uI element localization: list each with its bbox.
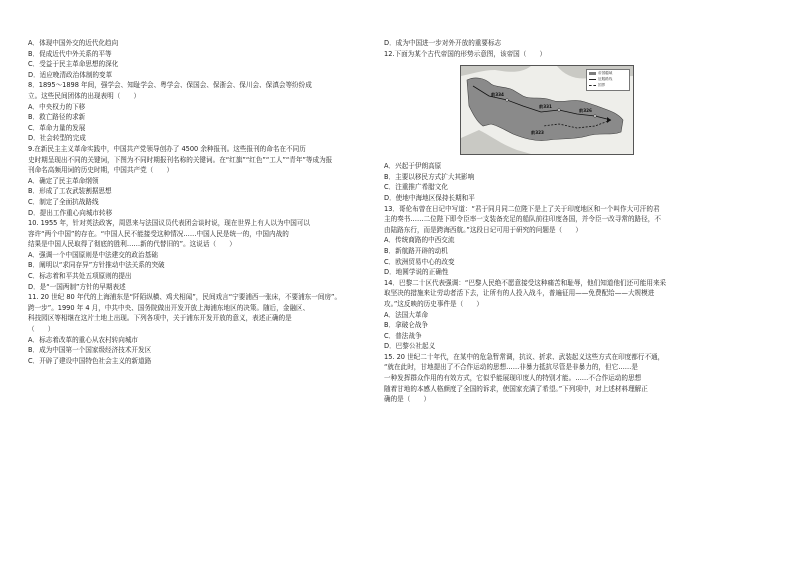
option-c: C．标志着和平共处五项原则的提出 <box>28 272 132 281</box>
question-10-stem: 容许“两个中国”的存在。“中国人民不能接受这种情况……中国人民是统一的，中国内战的 <box>28 229 289 238</box>
option-c: C．注重推广希腊文化 <box>384 183 448 192</box>
question-11-stem: 科技园区等相继在这片土地上出现。下列各项中，关于浦东开发开放的意义，表述正确的是 <box>28 314 292 323</box>
question-13-stem: 由陆路东行，而是跨海西航。”这段日记可用于研究的问题是（ ） <box>384 225 582 234</box>
question-11-answer-blank: （ ） <box>28 325 55 334</box>
option-a: A．体现中国外交的近代化趋向 <box>28 39 119 47</box>
border-line-icon <box>589 85 596 86</box>
left-column <box>28 38 380 366</box>
option-c: C．受益于民主革命思想的深化 <box>28 60 119 69</box>
option-b: B．成为中国第一个国家级经济技术开发区 <box>28 346 152 355</box>
option-d: D．地圆学说的正确性 <box>384 268 449 277</box>
map-year-label: 前334 <box>491 92 504 98</box>
option-b: B．救亡路径的求新 <box>28 113 86 122</box>
question-8-stem: 立。这些民间团体的出现表明（ ） <box>28 91 141 100</box>
question-14-stem: 攻。”这反映的历史事件是（ ） <box>384 299 484 308</box>
legend-item: 征服路线 <box>587 76 629 82</box>
option-b: B．阐明以“求同存异”方针推动中法关系的突破 <box>28 261 165 270</box>
question-13-stem: 主的奏书……二位陛下即令臣率一支装备充足的船队前往印度各国，并令臣一改寻常的路径，不 <box>384 215 661 224</box>
right-column <box>384 38 768 405</box>
option-a: A．强调一个中国原则是中法建交的政治基础 <box>28 250 158 259</box>
question-15-stem: “就在此时，甘地提出了不合作运动的思想……非暴力抵抗尽管是非暴力的，但它……是 <box>384 363 638 372</box>
question-14-stem: 取坚决的措施来让劳动者活下去，让所有的人投入战斗，普遍征用——免费配给——大规模进 <box>384 289 655 298</box>
area-swatch-icon <box>589 72 596 75</box>
question-9-stem: 刊命名高频用词的历史时期，中国共产党（ ） <box>28 166 174 175</box>
option-b: B．形成了工农武装割据思想 <box>28 187 112 196</box>
option-c: C．开辟了建设中国特色社会主义的新道路 <box>28 356 152 365</box>
route-line-icon <box>589 79 596 80</box>
question-9-stem: 史时期呈现出不同的关键词，下图为不同时期报刊名称的关键词。在“红旗”“红色”“工人”“青年”等成为报 <box>28 155 333 164</box>
question-8-stem: 8．1895～1898 年间，强学会、知耻学会、粤学会、保国会、保浙会、保川会、保滇会等纷纷成 <box>28 81 312 90</box>
map-legend <box>586 69 630 91</box>
question-12-stem: 12.下面为某个古代帝国的形势示意图，该帝国（ ） <box>384 49 547 58</box>
option-a: A．标志着改革的重心从农村转向城市 <box>28 335 139 344</box>
option-b: B．促成近代中外关系的平等 <box>28 49 112 58</box>
legend-item: 帝国疆域 <box>587 70 629 76</box>
option-c: C．欧洲贸易中心的改变 <box>384 257 455 266</box>
question-14-stem: 14．巴黎二十区代表强调：“巴黎人民绝不愿意接受这种痛苦和耻辱，他们知道他们还可能用来采 <box>384 278 667 287</box>
question-15-stem: 一种发挥群众作用的有效方式，它似乎能展现印度人的特别才能。……不合作运动的思想 <box>384 374 642 383</box>
option-c: C．革命力量的发展 <box>28 123 86 132</box>
legend-item: 国界 <box>587 82 629 88</box>
option-d: D．成为中国进一步对外开放的重要标志 <box>384 39 502 47</box>
question-15-stem: 确的是（ ） <box>384 395 431 404</box>
question-10-stem: 结果是中国人民取得了彻底的胜利……新的代替旧的”。这说话（ ） <box>28 240 236 249</box>
option-a: A．传统商路的中西交流 <box>384 236 455 245</box>
question-13-stem: 13．哥伦布曾在日记中写道：“君于同月同二位陛下是上了关于印度地区和一个叫作大可汗的君 <box>384 204 660 213</box>
option-b: B．新航路开辟的动机 <box>384 246 448 255</box>
option-d: D．是“一国两制”方针的早期表述 <box>28 282 126 291</box>
option-d: D．提出工作重心向城市转移 <box>28 208 113 217</box>
question-10-stem: 10. 1955 年，针对英法政客，周恩来与法国议员代表团会谈时说，现在世界上有人以为中国可以 <box>28 219 311 228</box>
option-d: D．使地中海地区保持长期和平 <box>384 193 475 202</box>
map-year-label: 前323 <box>531 130 544 136</box>
option-d: D．巴黎公社起义 <box>384 342 436 351</box>
map-year-label: 前331 <box>539 104 552 110</box>
question-15-stem: 随着甘地的本感人格颜度了全国的诉求，使国家充满了希望。”下列项中，对上述材料理解正 <box>384 384 648 393</box>
map-year-label: 前326 <box>579 108 592 114</box>
option-d: D．社会转型的完成 <box>28 134 86 143</box>
question-15-stem: 15. 20 世纪二十年代，在某中的危急暂常调，抗议、折求、武装起义这些方式在印度都行不通， <box>384 352 665 361</box>
option-b: B．主要以移民方式扩大其影响 <box>384 172 475 181</box>
option-c: C．制定了全面抗战路线 <box>28 197 99 206</box>
option-d: D．适应晚清政治体制的变革 <box>28 70 113 79</box>
option-a: A．确定了民主革命纲领 <box>28 176 99 185</box>
option-b: B．拿破仑战争 <box>384 321 429 330</box>
option-c: C．普法战争 <box>384 331 422 340</box>
question-11-stem: 11. 20 世纪 80 年代的上海浦东是“阡陌纵横、鸡犬相闻”，民间戏言“宁要浦西一张床，不要浦东一间房”。 <box>28 293 342 302</box>
option-a: A．中央权力的下移 <box>28 102 86 111</box>
option-a: A．兴起于伊朗高原 <box>384 162 442 171</box>
empire-map <box>460 65 634 155</box>
question-9-stem: 9.在新民主主义革命实践中，中国共产党领导创办了 4500 余种报刊。这些报刊的命名在不同历 <box>28 144 306 153</box>
question-11-stem: 跨一步”。1990 年 4 月，中共中央、国务院做出开发开放上海浦东地区的决策。随后，金融区、 <box>28 303 310 312</box>
option-a: A．法国大革命 <box>384 310 429 319</box>
